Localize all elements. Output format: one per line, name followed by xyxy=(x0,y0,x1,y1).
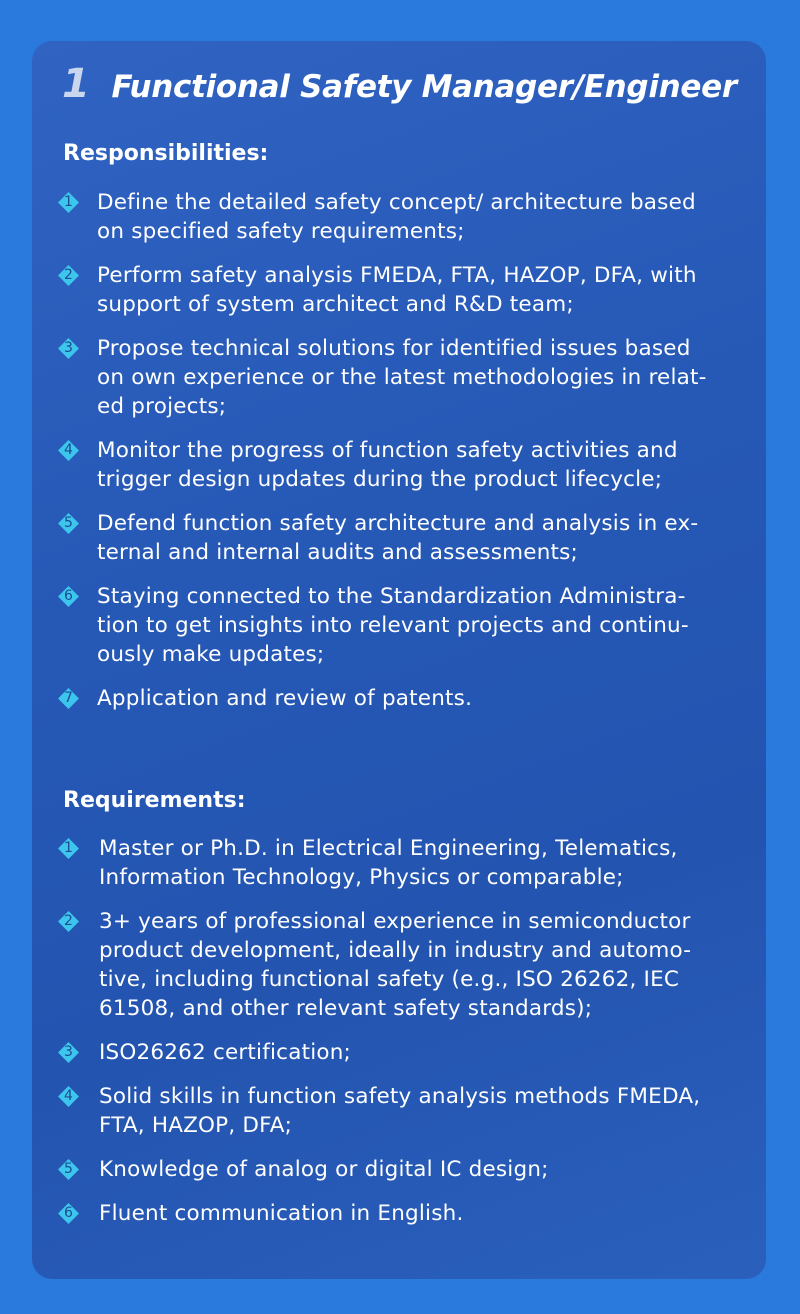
job-card xyxy=(32,41,766,1279)
list-item xyxy=(54,188,754,246)
diamond-number-icon: 1 xyxy=(59,193,78,212)
diamond-number-icon: 6 xyxy=(59,1204,78,1223)
list-item xyxy=(54,436,754,494)
item-text: Master or Ph.D. in Electrical Engineering, Telematics, Information Technology, Physics or comparable; xyxy=(99,836,678,890)
diamond-number-icon: 3 xyxy=(59,339,78,358)
list-item xyxy=(54,582,754,669)
item-text: Solid skills in function safety analysis methods FMEDA, FTA, HAZOP, DFA; xyxy=(99,1084,701,1138)
diamond-number-icon: 1 xyxy=(59,839,78,858)
item-text: Fluent communication in English. xyxy=(99,1201,464,1226)
diamond-number-icon: 4 xyxy=(59,441,78,460)
job-title xyxy=(62,61,737,107)
list-item xyxy=(54,509,754,567)
list-item xyxy=(54,261,754,319)
list-item xyxy=(54,684,754,713)
list-item xyxy=(54,834,754,892)
diamond-number-icon: 4 xyxy=(59,1087,78,1106)
job-number: 1 xyxy=(62,61,90,107)
diamond-number-icon: 2 xyxy=(59,912,78,931)
list-item xyxy=(54,334,754,421)
list-item xyxy=(54,1155,754,1184)
list-item xyxy=(54,1038,754,1067)
item-text: 3+ years of professional experience in semiconductor product development, ideally in industry and automo- tive, including functional safety (e.g., ISO 26262, IEC 61508, and other relevant safety standards); xyxy=(99,909,692,1021)
list-item xyxy=(54,1082,754,1140)
requirements-list xyxy=(54,834,754,1243)
item-text: ISO26262 certification; xyxy=(99,1040,351,1065)
diamond-number-icon: 5 xyxy=(59,1160,78,1179)
item-text: Staying connected to the Standardization Administra- tion to get insights into relevant projects and continu- ously make updates; xyxy=(97,584,689,667)
diamond-number-icon: 3 xyxy=(59,1043,78,1062)
responsibilities-heading: Responsibilities: xyxy=(63,141,269,166)
diamond-number-icon: 5 xyxy=(59,514,78,533)
responsibilities-list xyxy=(54,188,754,728)
item-text: Monitor the progress of function safety activities and trigger design updates during the product lifecycle; xyxy=(97,438,678,492)
job-title-text: Functional Safety Manager/Engineer xyxy=(111,69,737,105)
list-item xyxy=(54,1199,754,1228)
diamond-number-icon: 6 xyxy=(59,587,78,606)
requirements-heading: Requirements: xyxy=(63,788,246,813)
list-item xyxy=(54,907,754,1023)
diamond-number-icon: 7 xyxy=(59,689,78,708)
item-text: Defend function safety architecture and analysis in ex- ternal and internal audits and assessments; xyxy=(97,511,699,565)
item-text: Application and review of patents. xyxy=(97,686,473,711)
item-text: Perform safety analysis FMEDA, FTA, HAZOP, DFA, with support of system architect and R&D team; xyxy=(97,263,697,317)
item-text: Define the detailed safety concept/ architecture based on specified safety requirements; xyxy=(97,190,696,244)
item-text: Propose technical solutions for identified issues based on own experience or the latest methodologies in relat- ed projects; xyxy=(97,336,707,419)
diamond-number-icon: 2 xyxy=(59,266,78,285)
item-text: Knowledge of analog or digital IC design; xyxy=(99,1157,549,1182)
